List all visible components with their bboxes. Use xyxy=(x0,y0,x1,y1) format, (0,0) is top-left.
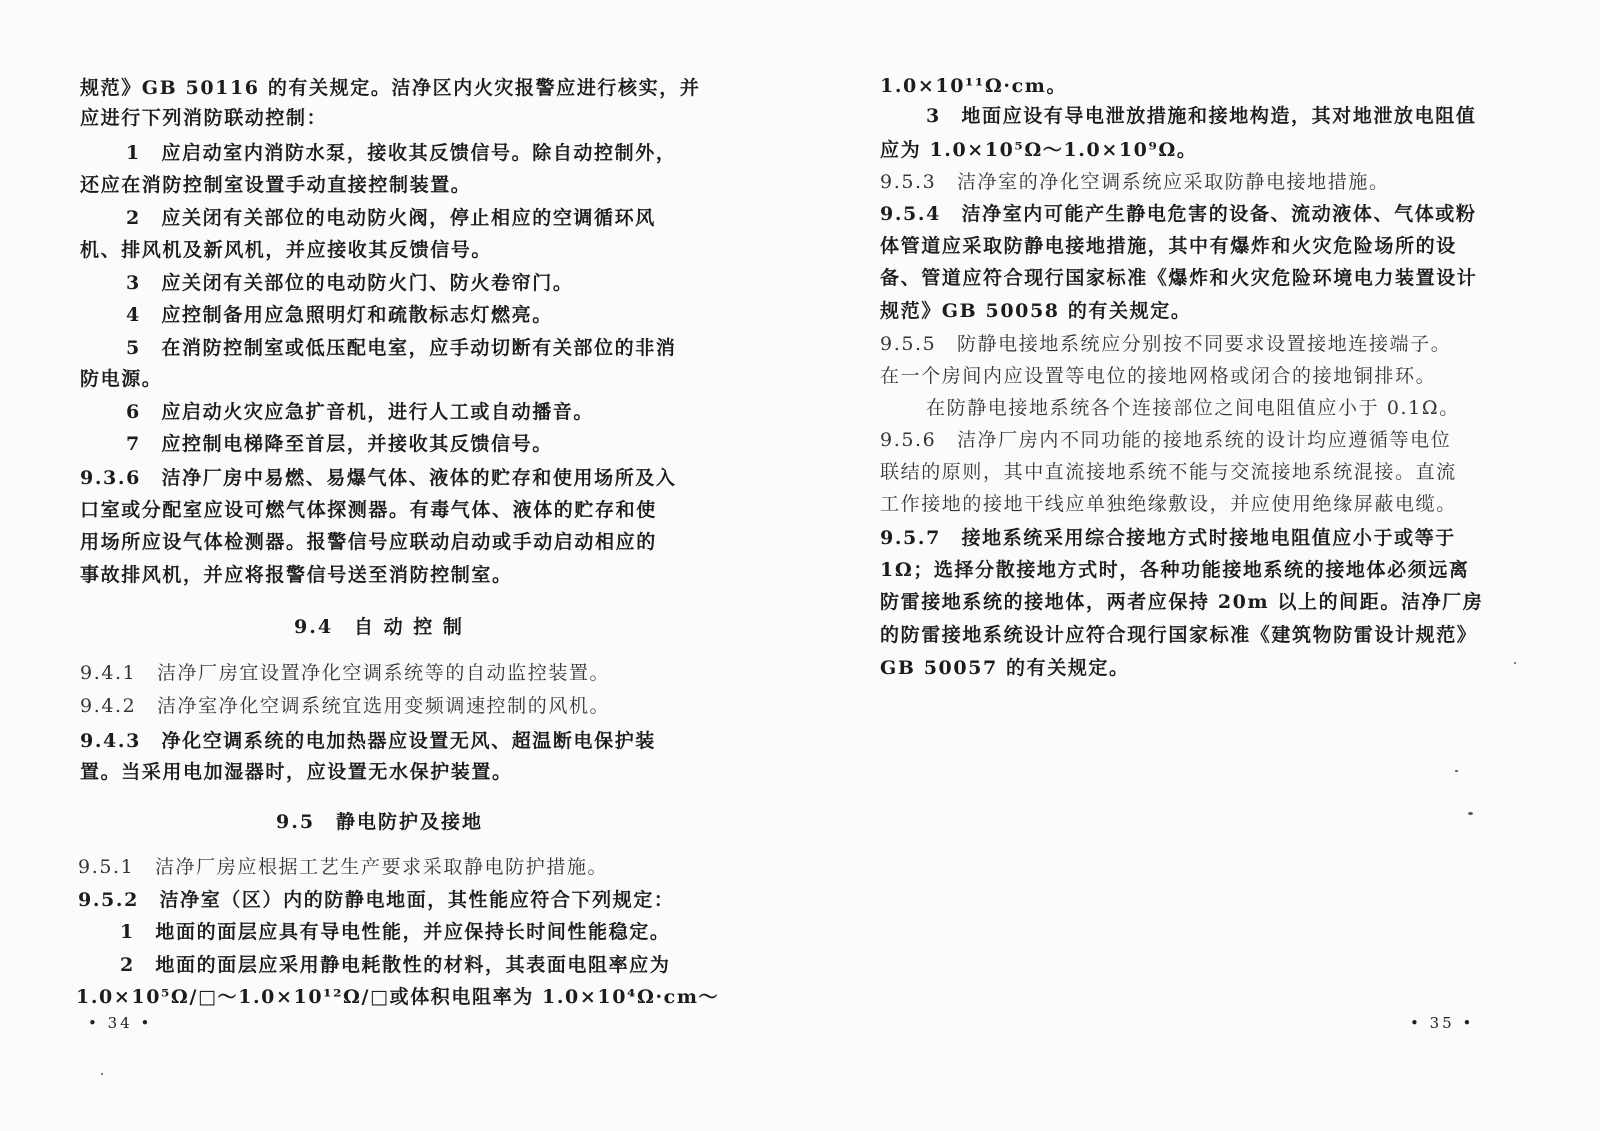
section-heading-9-4: 9.4 自 动 控 制 xyxy=(294,616,464,638)
scan-speck xyxy=(1514,662,1516,664)
text-line: 9.5.6 洁净厂房内不同功能的接地系统的设计均应遵循等电位 xyxy=(880,429,1452,451)
text-line: 9.5.3 洁净室的净化空调系统应采取防静电接地措施。 xyxy=(880,171,1390,193)
text-line: 1.0×10¹¹Ω·cm。 xyxy=(880,75,1068,97)
text-line: 9.5.4 洁净室内可能产生静电危害的设备、流动液体、气体或粉 xyxy=(880,203,1477,225)
text-line: 置。当采用电加湿器时，应设置无水保护装置。 xyxy=(80,761,513,783)
text-line: 2 地面的面层应采用静电耗散性的材料，其表面电阻率应为 xyxy=(120,954,671,976)
text-line: 4 应控制备用应急照明灯和疏散标志灯燃亮。 xyxy=(126,304,553,326)
text-line: 9.4.1 洁净厂房宜设置净化空调系统等的自动监控装置。 xyxy=(80,662,611,684)
scan-speck xyxy=(1455,770,1458,772)
text-line: 还应在消防控制室设置手动直接控制装置。 xyxy=(80,174,472,196)
text-line: 1 地面的面层应具有导电性能，并应保持长时间性能稳定。 xyxy=(120,921,671,943)
text-line: 6 应启动火灾应急扩音机，进行人工或自动播音。 xyxy=(126,401,595,423)
text-line: 用场所应设气体检测器。报警信号应联动启动或手动启动相应的 xyxy=(80,531,657,553)
text-line: 3 地面应设有导电泄放措施和接地构造，其对地泄放电阻值 xyxy=(926,105,1477,127)
text-line: 1 应启动室内消防水泵，接收其反馈信号。除自动控制外， xyxy=(126,142,677,164)
text-line: 9.5.5 防静电接地系统应分别按不同要求设置接地连接端子。 xyxy=(880,333,1452,355)
text-line: 联结的原则，其中直流接地系统不能与交流接地系统混接。直流 xyxy=(880,461,1457,483)
text-line: 在一个房间内应设置等电位的接地网格或闭合的接地铜排环。 xyxy=(880,365,1437,387)
text-line: GB 50057 的有关规定。 xyxy=(880,657,1130,679)
text-line: 体管道应采取防静电接地措施，其中有爆炸和火灾危险场所的设 xyxy=(880,235,1457,257)
formula-line: 1.0×10⁵Ω/□～1.0×10¹²Ω/□或体积电阻率为 1.0×10⁴Ω·cm～ xyxy=(76,986,720,1008)
text-line: 7 应控制电梯降至首层，并接收其反馈信号。 xyxy=(126,433,553,455)
text-line: 3 应关闭有关部位的电动防火门、防火卷帘门。 xyxy=(126,272,574,294)
text-line: 防电源。 xyxy=(80,368,163,390)
text-line: 规范》GB 50116 的有关规定。洁净区内火灾报警应进行核实，并 xyxy=(80,77,701,99)
text-line: 9.4.3 净化空调系统的电加热器应设置无风、超温断电保护装 xyxy=(80,730,656,752)
page-number: • 35 • xyxy=(1410,1014,1475,1032)
text-line: 1Ω；选择分散接地方式时，各种功能接地系统的接地体必须远离 xyxy=(880,559,1470,581)
text-line: 机、排风机及新风机，并应接收其反馈信号。 xyxy=(80,239,493,261)
section-heading-9-5: 9.5 静电防护及接地 xyxy=(276,811,484,833)
text-line: 5 在消防控制室或低压配电室，应手动切断有关部位的非消 xyxy=(126,337,677,359)
text-line: 2 应关闭有关部位的电动防火阀，停止相应的空调循环风 xyxy=(126,207,656,229)
text-line: 工作接地的接地干线应单独绝缘敷设，并应使用绝缘屏蔽电缆。 xyxy=(880,493,1457,515)
text-line: 的防雷接地系统设计应符合现行国家标准《建筑物防雷设计规范》 xyxy=(880,624,1478,646)
text-line: 在防静电接地系统各个连接部位之间电阻值应小于 0.1Ω。 xyxy=(926,397,1460,419)
text-line: 9.3.6 洁净厂房中易燃、易爆气体、液体的贮存和使用场所及入 xyxy=(80,467,677,489)
text-line: 防雷接地系统的接地体，两者应保持 20m 以上的间距。洁净厂房 xyxy=(880,591,1484,613)
text-line: 规范》GB 50058 的有关规定。 xyxy=(880,300,1192,322)
text-line: 9.4.2 洁净室净化空调系统宜选用变频调速控制的风机。 xyxy=(80,695,611,717)
text-line: 口室或分配室应设可燃气体探测器。有毒气体、液体的贮存和使 xyxy=(80,499,657,521)
text-line: 备、管道应符合现行国家标准《爆炸和火灾危险环境电力装置设计 xyxy=(880,267,1478,289)
scan-speck xyxy=(101,1073,103,1075)
text-line: 应进行下列消防联动控制： xyxy=(80,107,328,129)
text-line: 事故排风机，并应将报警信号送至消防控制室。 xyxy=(80,564,513,586)
page-number: • 34 • xyxy=(88,1014,153,1032)
text-line: 应为 1.0×10⁵Ω～1.0×10⁹Ω。 xyxy=(880,139,1198,161)
text-line: 9.5.2 洁净室（区）内的防静电地面，其性能应符合下列规定： xyxy=(78,889,675,911)
text-line: 9.5.1 洁净厂房应根据工艺生产要求采取静电防护措施。 xyxy=(78,856,609,878)
scan-speck xyxy=(1468,812,1473,815)
text-line: 9.5.7 接地系统采用综合接地方式时接地电阻值应小于或等于 xyxy=(880,527,1456,549)
